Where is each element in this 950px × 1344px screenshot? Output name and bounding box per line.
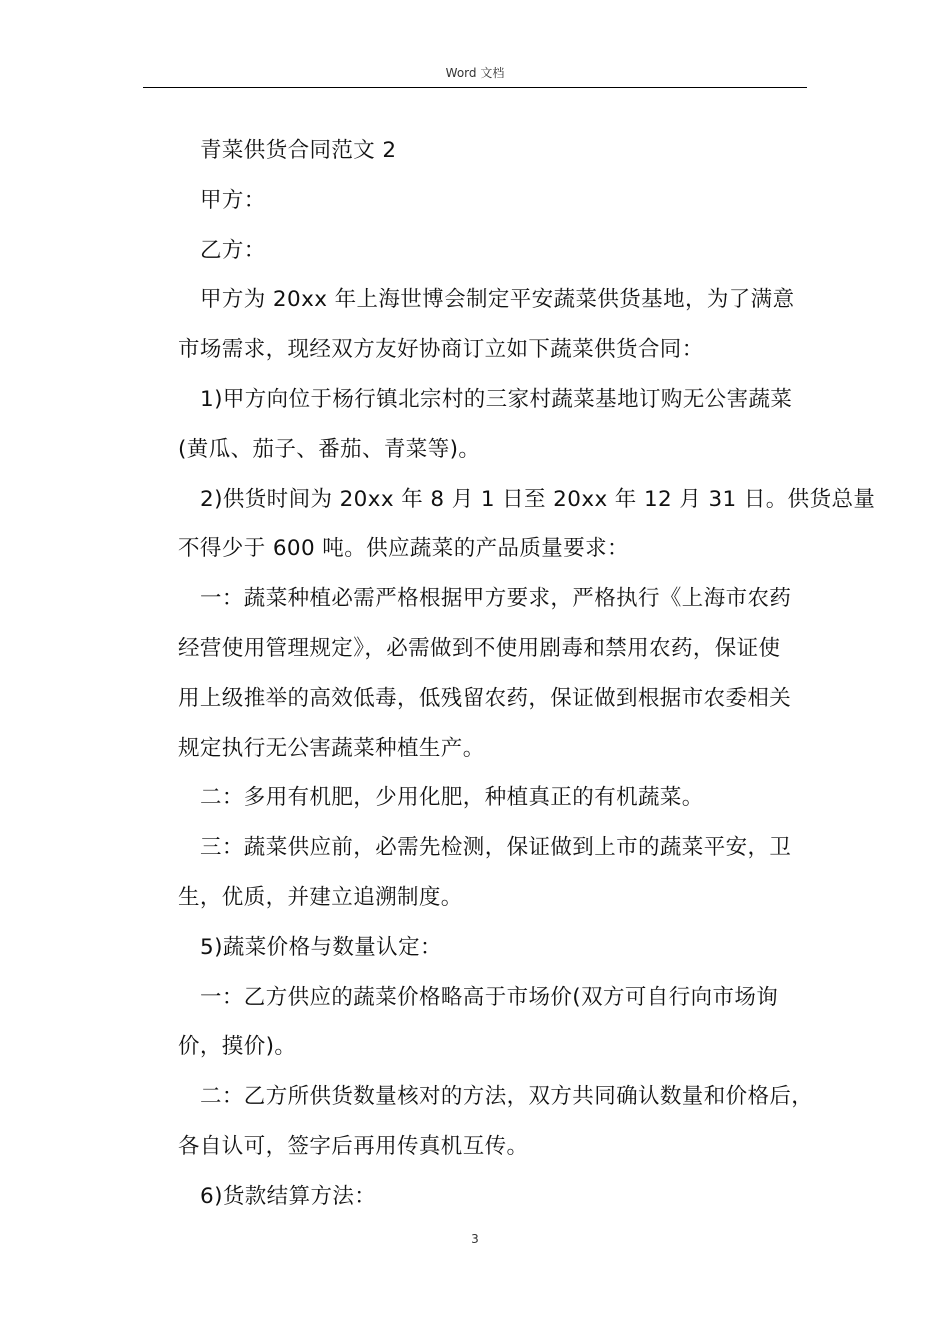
header-divider	[143, 87, 807, 88]
text-line: 不得少于 600 吨。供应蔬菜的产品质量要求：	[178, 536, 629, 562]
text-line: 5)蔬菜价格与数量认定：	[200, 934, 442, 960]
party-b-label: 乙方：	[200, 237, 266, 263]
text-line: 甲方为 20xx 年上海世博会制定平安蔬菜供货基地，为了满意	[200, 287, 795, 313]
document-title: 青菜供货合同范文 2	[200, 138, 397, 163]
text-line: 一：乙方供应的蔬菜价格略高于市场价(双方可自行向市场询	[200, 984, 779, 1010]
text-line: 经营使用管理规定》，必需做到不使用剧毒和禁用农药，保证使	[178, 635, 781, 661]
text-line: (黄瓜、茄子、番茄、青菜等)。	[178, 436, 481, 462]
text-line: 规定执行无公害蔬菜种植生产。	[178, 735, 485, 761]
text-line: 价，摸价)。	[178, 1034, 297, 1060]
page-header: Word 文档	[445, 66, 505, 80]
text-line: 6)货款结算方法：	[200, 1183, 377, 1209]
text-line: 生，优质，并建立追溯制度。	[178, 884, 463, 910]
text-line: 三：蔬菜供应前，必需先检测，保证做到上市的蔬菜平安，卫	[200, 835, 792, 861]
text-line: 2)供货时间为 20xx 年 8 月 1 日至 20xx 年 12 月 31 日。供货总量	[200, 486, 876, 512]
text-line: 一：蔬菜种植必需严格根据甲方要求，严格执行《上海市农药	[200, 586, 792, 612]
text-line: 市场需求，现经双方友好协商订立如下蔬菜供货合同：	[178, 337, 704, 363]
text-line: 1)甲方向位于杨行镇北宗村的三家村蔬菜基地订购无公害蔬菜	[200, 386, 793, 412]
text-line: 用上级推举的高效低毒，低残留农药，保证做到根据市农委相关	[178, 685, 792, 711]
document-body	[178, 126, 876, 1222]
text-line: 各自认可，签字后再用传真机互传。	[178, 1133, 529, 1159]
page-number: 3	[471, 1232, 479, 1246]
party-a-label: 甲方：	[200, 187, 266, 213]
text-line: 二：多用有机肥，少用化肥，种植真正的有机蔬菜。	[200, 785, 704, 811]
text-line: 二：乙方所供货数量核对的方法，双方共同确认数量和价格后，	[200, 1084, 814, 1110]
